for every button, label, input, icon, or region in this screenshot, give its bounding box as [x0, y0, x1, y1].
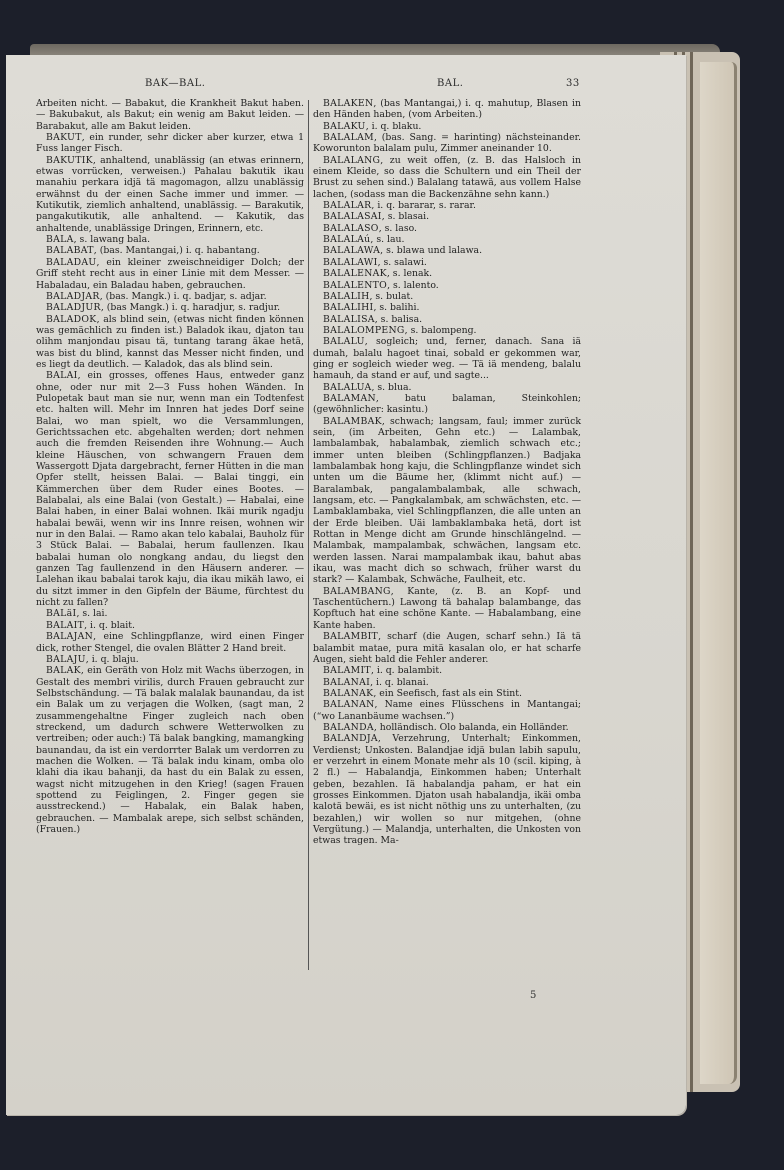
entry-definition: , schwach; langsam, faul; immer zurück sein, (im Arbeiten, Gehn etc.) — Lalambak, lambalambak, habalambak, ziemlich schwach etc.; immer unten bleiben (Schlingpflanzen.) Badjaka lambalambak hong kaju, die Schlingpflanze windet sich unten um die Bäume her, (klimmt nicht auf.) — Baralambak, pangalambalambak, alle schwach, langsam, etc. — Pangkalambak, am schwächsten, etc. — Lambaklambaka, viel Schlingpflanzen, die alle unten an der Erde bleiben. Uäi lambaklambaka hetä, dort ist Rottan in Menge dicht am Grunde hinschlängelnd. — Malambak, mampalambak, schwächen, langsam etc. werden lassen. Narai mampalambak ikau, bahut abas ikau, was macht dich so schwach, früher warst du stark? — Kalambak, Schwäche, Faulheit, etc.	[313, 415, 581, 586]
dictionary-entry	[313, 325, 581, 336]
entry-definition: , Verzehrung, Unterhalt; Einkommen, Verdienst; Unkosten. Balandjae idjä bulan labih sapulu, er verzehrt in einem Monate mehr als 10 (scil. kiping, à 2 fl.) — Habalandja, Einkommen haben; Unterhalt geben, bezahlen. Iä habalandja paham, er hat ein grosses Einkommen. Djaton usah habalandja, ikäi omba kalotä bewäi, es ist nicht nöthig uns zu unterhalten, (zu bezahlen,) wir wollen so nur mitgehen, (ohne Vergütung.) — Malandja, unterhalten, die Unkosten von etwas tragen. Ma-	[313, 733, 581, 847]
dictionary-entry	[36, 245, 304, 256]
dictionary-entry	[313, 393, 581, 416]
left-running-head: BAK—BAL.	[145, 78, 206, 89]
dictionary-entry	[313, 665, 581, 676]
entry-definition: , s. balompeng.	[404, 324, 477, 336]
entry-definition: , s. blawa und lalawa.	[380, 245, 483, 257]
entry-definition: , s. lau.	[370, 234, 405, 246]
right-column	[313, 98, 581, 847]
dictionary-entry	[313, 211, 581, 222]
dictionary-entry	[313, 245, 581, 256]
entry-definition: , sogleich; und, ferner, danach. Sana iä dumah, balalu hagoet tinai, sobald er gekommen war, ging er sogleich wieder weg. — Tä iä mendeng, balalu hamauh, da stand er auf, und sagte...	[313, 336, 581, 382]
entry-headword: BALADOK	[46, 313, 97, 325]
column-divider	[308, 100, 309, 970]
entry-headword: BALAKEN	[323, 98, 374, 109]
entry-definition: , als blind sein, (etwas nicht finden können was gemächlich zu finden ist.) Baladok ikau, djaton tau olihm manjondau pisau tä, tuntang tarang äkae hetä, was bist du blind, kannst das Messer nicht finden, und es liegt da deutlich. — Kaladok, das als blind sein.	[36, 313, 304, 370]
dictionary-entry	[313, 280, 581, 291]
dictionary-entry	[313, 688, 581, 699]
entry-headword: BALADAU	[46, 256, 97, 268]
entry-definition: , s. lalento.	[387, 279, 439, 291]
entry-definition: , s. lai.	[76, 608, 108, 620]
entry-headword: BALANAK	[323, 687, 374, 699]
entry-definition: Arbeiten nicht. — Babakut, die Krankheit Bakut haben. — Bakubakut, als Bakut; ein wenig am Bakut leiden. — Barabakut, alle am Bakut leiden.	[36, 98, 304, 132]
entry-headword: BALALOMPENG	[323, 324, 405, 336]
entry-definition: , i. q. blaju.	[85, 653, 139, 665]
dictionary-entry	[313, 132, 581, 155]
entry-definition: , i. q. balambit.	[370, 665, 443, 677]
dictionary-entry	[313, 234, 581, 245]
entry-definition: , s. balisa.	[374, 313, 423, 325]
entry-headword: BALALENTO	[323, 279, 388, 291]
entry-definition: , batu balaman, Steinkohlen; (gewöhnlicher: kasintu.)	[313, 392, 581, 416]
entry-headword: BALALAú	[323, 234, 371, 246]
dictionary-entry	[36, 302, 304, 313]
page-fore-edge	[700, 62, 737, 1084]
entry-headword: BALALAM	[323, 132, 374, 144]
dictionary-entry	[313, 416, 581, 586]
entry-headword: BALAKU	[323, 120, 366, 132]
entry-headword: BALANAI	[323, 676, 371, 688]
entry-headword: BALADJUR	[46, 302, 101, 314]
entry-headword: BALANAN	[323, 699, 375, 711]
entry-headword: BALAMBAK	[323, 415, 382, 427]
entry-headword: BALANDA	[323, 721, 374, 733]
dictionary-entry	[36, 665, 304, 835]
entry-definition: , i. q. blaku.	[365, 120, 422, 132]
entry-definition: , zu weit offen, (z. B. das Halsloch in einem Kleide, so dass die Schultern und ein Theil der Brust zu sehen sind.) Balalang tatawä, aus vollem Halse lachen, (sodass man die Backenzähne sehn kann.)	[313, 154, 581, 200]
entry-headword: BALALENAK	[323, 268, 387, 280]
entry-headword: BALAIT	[46, 619, 85, 631]
entry-headword: BALAJAN	[46, 631, 94, 643]
entry-definition: , s. salawi.	[377, 256, 427, 268]
dictionary-entry	[313, 155, 581, 200]
entry-headword: BALALIHI	[323, 302, 374, 314]
entry-headword: BALAI	[46, 370, 78, 382]
entry-headword: BALAJU	[46, 653, 86, 665]
entry-definition: , (bas. Sang. = harinting) nächsteinander. Koworunton balalam pulu, Zimmer aneinander 10.	[313, 132, 581, 155]
entry-headword: BALALAWI	[323, 256, 378, 268]
page-number: 33	[566, 78, 580, 89]
entry-headword: BAKUTIK	[46, 154, 93, 166]
dictionary-entry	[36, 631, 304, 654]
dictionary-entry	[313, 382, 581, 393]
dictionary-entry	[313, 631, 581, 665]
entry-definition: , i. q. blait.	[84, 619, 135, 631]
dictionary-entry	[36, 654, 304, 665]
entry-definition: , i. q. blanai.	[370, 676, 429, 688]
entry-headword: BALALASO	[323, 222, 379, 234]
dictionary-entry	[36, 132, 304, 155]
left-column	[36, 98, 304, 835]
dictionary-entry	[313, 268, 581, 279]
dictionary-entry	[36, 314, 304, 371]
entry-definition: , ein Geräth von Holz mit Wachs überzogen, in Gestalt des membri virilis, durch Frauen gebraucht zur Selbstschändung. — Tä balak malalak baunandau, da ist ein Balak um zu verjagen die Wolken, (sagt man, 2 zusammengehaltne Finger zugleich nach oben streckend, um dadurch schwere Wetterwolken zu vertreiben; oder auch:) Tä balak bangking, mamangking baunandau, da ist ein verdorrter Balak um verdorren zu machen die Wolken. — Tä balak indu kinam, omba olo klahi dia ikau bahanji, da hast du ein Balak zu essen, wagst nicht mitzugehen in den Krieg! (sagen Frauen spottend zu Feiglingen, 2. Finger gegen sie ausstreckend.) — Habalak, ein Balak haben, gebrauchen. — Mambalak arepe, sich selbst schänden, (Frauen.)	[36, 665, 304, 835]
entry-definition: , Name eines Flüsschens in Mantangai; (“wo Lananbäume wachsen.”)	[313, 699, 581, 722]
entry-definition: , scharf (die Augen, scharf sehn.) Iä tä balambit matae, pura mitä kasalan olo, er hat scharfe Augen, sieht bald die Fehler anderer.	[313, 631, 581, 665]
entry-headword: BALALAR	[323, 200, 372, 212]
dictionary-entry	[313, 98, 581, 121]
dictionary-entry	[313, 699, 581, 722]
entry-definition: , Kante, (z. B. an Kopf- und Taschentüchern.) Lawong tä bahalap balambange, das Kopftuch hat eine schöne Kante. — Habalambang, eine Kante haben.	[313, 585, 581, 631]
dictionary-entry	[313, 302, 581, 313]
dictionary-entry	[313, 586, 581, 631]
entry-definition: , ein runder, sehr dicker aber kurzer, etwa 1 Fuss langer Fisch.	[36, 132, 304, 155]
dictionary-entry	[36, 291, 304, 302]
entry-headword: BALAMAN	[323, 392, 376, 404]
entry-headword: BALADJAR	[46, 290, 100, 302]
entry-headword: BALALU	[323, 336, 365, 348]
dictionary-entry	[313, 677, 581, 688]
dictionary-entry	[313, 223, 581, 234]
dictionary-entry	[313, 733, 581, 846]
entry-headword: BALAMBIT	[323, 631, 379, 643]
entry-definition: , (bas. Mantangai,) i. q. habantang.	[93, 245, 260, 257]
entry-definition: , holländisch. Olo balanda, ein Holländer.	[373, 721, 569, 733]
entry-headword: BALAMBANG	[323, 585, 391, 597]
entry-headword: BALALIH	[323, 290, 370, 302]
entry-definition: , ein grosses, offenes Haus, entweder ganz ohne, oder nur mit 2—3 Fuss hohen Wänden. In Pulopetak baut man sie nur, wenn man ein Todtenfest etc. halten will. Mehr im Innren hat jedes Dorf seine Balai, wo man spielt, wo die Versammlungen, Gerichtssachen etc. abgehalten werden; dort nehmen auch die fremden Reisenden ihre Wohnung.— Auch kleine Häuschen, von schwangern Frauen dem Wassergott Djata dargebracht, ferner Hütten in die man Opfer stellt, heissen Balai. — Balai tinggi, ein Kämmerchen über dem Ruder eines Bootes. — Balabalai, als eine Balai (von Gestalt.) — Habalai, eine Balai haben, in einer Balai wohnen. Ikäi murik ngadju habalai bewäi, wenn wir ins Innre reisen, wohnen wir nur in den Balai. — Ramo akan telo kabalai, Bauholz für 3 Stück Balai. — Babalai, herum faullenzen. Ikau babalai human olo nongkang andau, du liegst den ganzen Tag faullenzend in den Häusern anderer. — Lalehan ikau babalai tarok kaju, dia ikau mikäh lawo, ei du sitzt immer in den Gipfeln der Bäume, fürchtest du nicht zu fallen?	[36, 370, 304, 609]
entry-definition: , s. blua.	[371, 381, 412, 393]
entry-headword: BALA	[46, 234, 74, 246]
dictionary-entry	[36, 155, 304, 234]
entry-headword: BALABAT	[46, 245, 94, 257]
entry-definition: , eine Schlingpflanze, wird einen Finger dick, rother Stengel, die ovalen Blätter 2 Hand breit.	[36, 631, 304, 654]
entry-definition: , s. lenak.	[386, 268, 433, 280]
dictionary-entry	[313, 314, 581, 325]
dictionary-entry	[36, 257, 304, 291]
entry-definition: , s. blasai.	[381, 211, 430, 223]
entry-headword: BALAMIT	[323, 665, 371, 677]
dictionary-entry	[313, 291, 581, 302]
entry-headword: BALAK	[46, 665, 81, 677]
entry-definition: , s. laso.	[378, 222, 417, 234]
entry-definition: , anhaltend, unablässig (an etwas erinnern, etwas vorrücken, verweisen.) Pahalau bakutik ikau manahiu perkara idjä tä magomagon, allzu unablässig erwähnst du der einen Sache immer und immer. — Kutikutik, ziemlich anhaltend, unablässig. — Barakutik, pangakutikutik, alle anhaltend. — Kakutik, das anhaltende, unablässige Dringen, Erinnern, etc.	[36, 154, 304, 234]
entry-definition: , (bas Mangk.) i. q. haradjur, s. radjur.	[100, 302, 281, 314]
dictionary-entry	[313, 200, 581, 211]
entry-headword: BALALASAI	[323, 211, 382, 223]
entry-definition: , ein Seefisch, fast als ein Stint.	[373, 687, 522, 699]
entry-definition: , s. bulat.	[369, 290, 414, 302]
dictionary-entry	[313, 121, 581, 132]
entry-headword: BALALANG	[323, 154, 381, 166]
dictionary-entry	[36, 620, 304, 631]
entry-headword: BALANDJA	[323, 733, 378, 745]
entry-definition: , s. balihi.	[373, 302, 420, 314]
entry-definition: , (bas Mantangai,) i. q. mahutup, Blasen in den Händen haben, (vom Arbeiten.)	[313, 98, 581, 121]
dictionary-entry	[313, 257, 581, 268]
entry-definition: , (bas. Mangk.) i. q. badjar, s. adjar.	[99, 290, 267, 302]
entry-headword: BALäI	[46, 608, 77, 620]
dictionary-entry	[36, 234, 304, 245]
entry-definition: , ein kleiner zweischneidiger Dolch; der Griff steht recht aus in einer Linie mit dem Messer. — Habaladau, ein Baladau haben, gebrauchen.	[36, 256, 304, 291]
dictionary-entry	[36, 98, 304, 132]
signature-mark: 5	[530, 990, 537, 1001]
right-running-head: BAL.	[437, 78, 464, 89]
dictionary-entry	[313, 722, 581, 733]
dictionary-entry	[313, 336, 581, 381]
entry-headword: BALALISA	[323, 313, 375, 325]
entry-headword: BALALAWA	[323, 245, 381, 257]
entry-headword: BAKUT	[46, 132, 82, 144]
dictionary-entry	[36, 370, 304, 608]
entry-definition: , s. lawang bala.	[73, 234, 151, 246]
dictionary-entry	[36, 608, 304, 619]
entry-definition: , i. q. bararar, s. rarar.	[371, 200, 476, 212]
entry-headword: BALALUA	[323, 381, 372, 393]
